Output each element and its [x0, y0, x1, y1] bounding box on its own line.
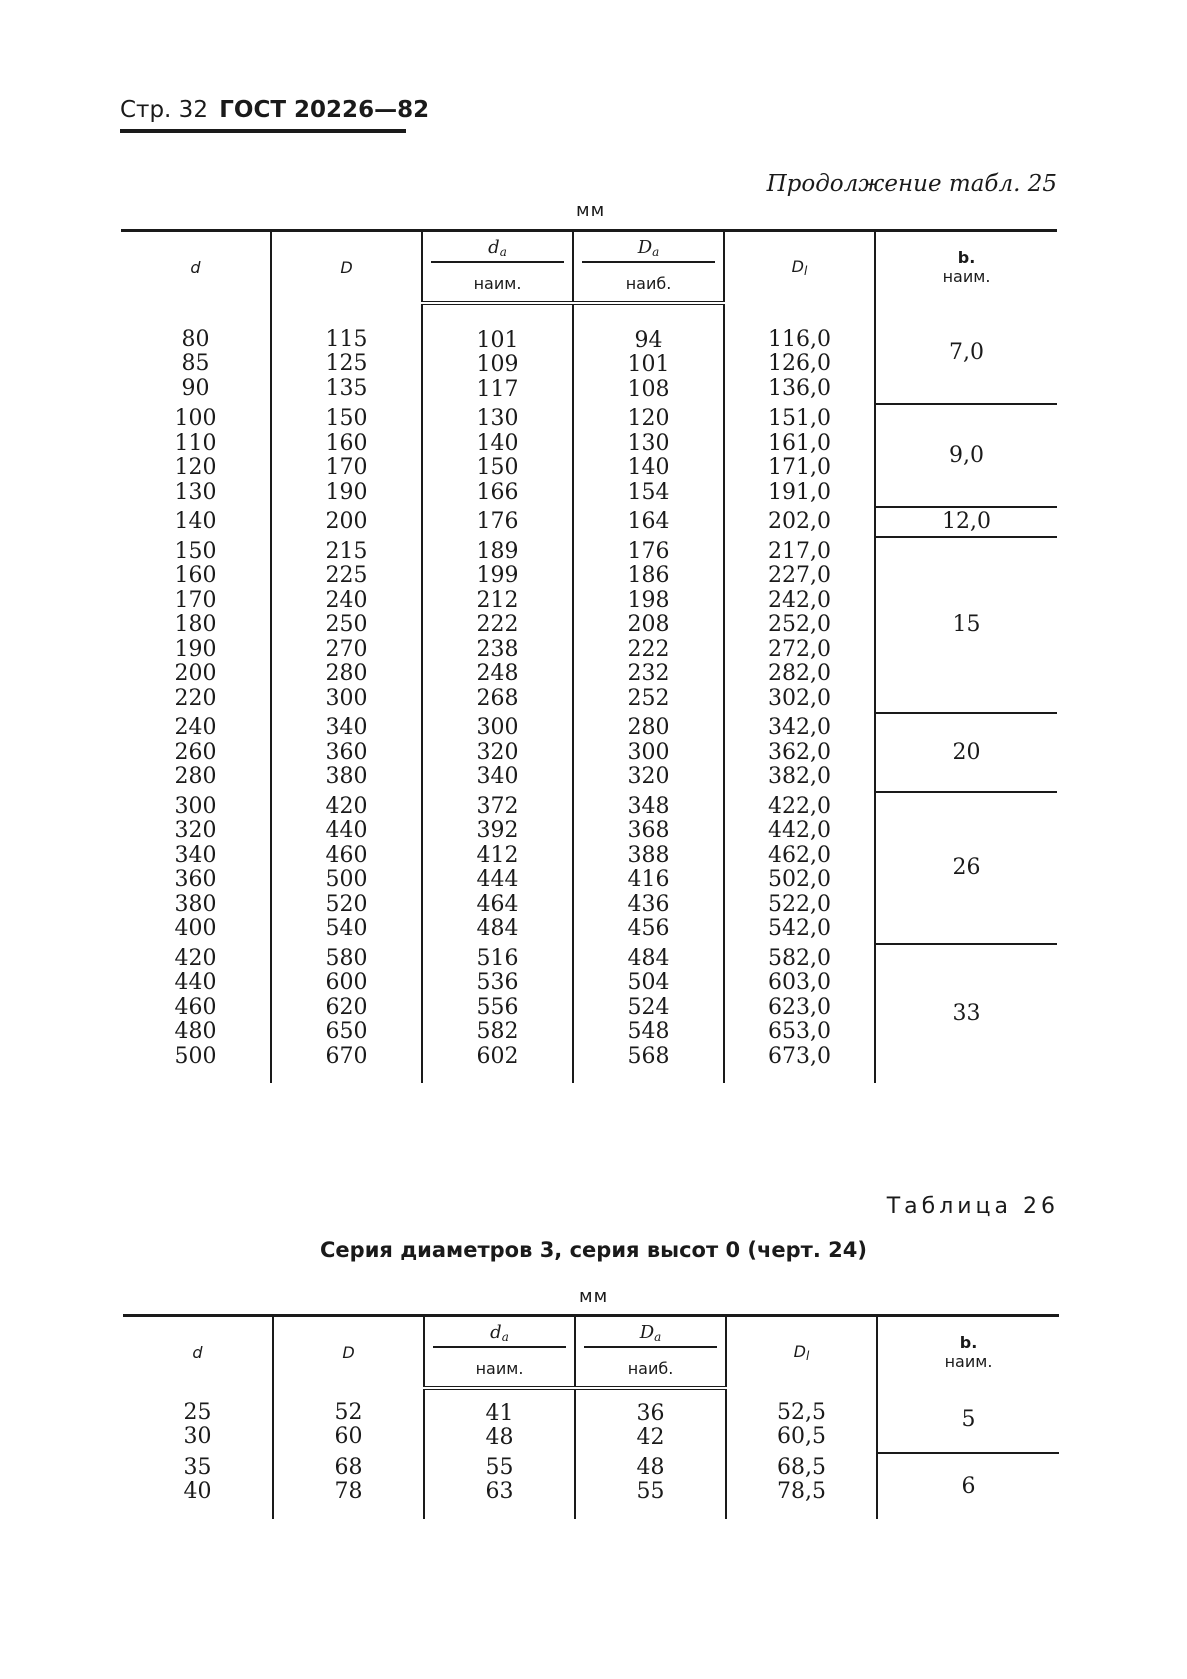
table-cell-column	[271, 713, 422, 792]
col-Da-qualifier: наиб.	[573, 267, 724, 303]
table-cell-column	[271, 537, 422, 714]
table-cell: 150	[325, 406, 368, 431]
table-cell: 582,0	[768, 945, 831, 971]
table-cell: 342,0	[768, 715, 831, 740]
table-cell: 300	[174, 793, 217, 819]
table-cell: 126,0	[768, 351, 831, 376]
table-cell: 582	[476, 1019, 519, 1044]
table26-body	[123, 1388, 1059, 1519]
table-cell: 300	[476, 715, 519, 740]
table25-body	[121, 303, 1057, 1084]
b-value-cell: 12,0	[875, 507, 1057, 537]
table-cell: 225	[325, 563, 368, 588]
table-cell: 272,0	[768, 636, 831, 662]
table-cell: 382,0	[768, 764, 831, 789]
table-cell-column	[121, 537, 271, 714]
table-cell: 110	[174, 430, 217, 456]
table-cell-column	[271, 944, 422, 1084]
table-cell: 130	[627, 430, 670, 456]
table-cell: 227,0	[768, 563, 831, 588]
col-Da-qualifier: наиб.	[575, 1352, 726, 1388]
table-cell: 653,0	[768, 1019, 831, 1044]
table-cell: 603,0	[768, 970, 831, 995]
table25-caption: Продолжение табл. 25	[766, 171, 1057, 197]
table-cell: 522,0	[768, 891, 831, 917]
table-cell: 90	[181, 375, 210, 401]
table-cell: 30	[183, 1424, 212, 1449]
col-da-qualifier: наим.	[422, 267, 573, 303]
table-cell: 542,0	[768, 916, 831, 941]
table-cell: 176	[627, 538, 670, 564]
table-cell: 360	[174, 867, 217, 892]
table-cell: 176	[476, 509, 519, 534]
table-cell: 520	[325, 891, 368, 917]
table-cell: 620	[325, 994, 368, 1020]
col-D-header: D	[271, 231, 422, 303]
table-cell: 260	[174, 739, 217, 765]
table-cell: 240	[325, 587, 368, 613]
table-cell: 460	[174, 994, 217, 1020]
table-cell-column	[121, 713, 271, 792]
table-cell: 320	[476, 739, 519, 765]
table-cell: 164	[627, 509, 670, 534]
table-cell: 484	[476, 916, 519, 941]
table-cell: 101	[627, 352, 670, 377]
table-cell: 109	[476, 352, 519, 377]
table-cell: 600	[325, 970, 368, 995]
table-cell: 280	[627, 715, 670, 740]
table-cell: 25	[183, 1399, 212, 1425]
table-cell: 170	[325, 455, 368, 480]
table-cell: 42	[636, 1425, 665, 1450]
table-cell: 80	[181, 326, 210, 352]
table-cell: 108	[627, 376, 670, 402]
table-cell: 548	[627, 1019, 670, 1044]
table-cell-column	[422, 792, 573, 944]
table-cell: 160	[325, 430, 368, 456]
b-value-cell: 9,0	[875, 404, 1057, 507]
table-cell-column	[724, 537, 875, 714]
table-row-group	[123, 1453, 1059, 1519]
table-row-group	[121, 713, 1057, 792]
table-cell: 670	[325, 1043, 368, 1069]
table-cell-column	[726, 1388, 877, 1453]
table-row-group	[121, 303, 1057, 405]
table-cell: 100	[174, 406, 217, 431]
table-cell: 130	[174, 479, 217, 505]
table-cell: 536	[476, 970, 519, 995]
standard-number: ГОСТ 20226—82	[219, 97, 430, 123]
table-cell: 442,0	[768, 818, 831, 843]
table-cell: 440	[174, 970, 217, 995]
table-cell: 282,0	[768, 661, 831, 686]
table-cell: 420	[325, 793, 368, 819]
table-cell: 422,0	[768, 793, 831, 819]
table-cell: 420	[174, 945, 217, 971]
table-cell-column	[422, 507, 573, 537]
table-cell-column	[573, 303, 724, 405]
table-cell: 524	[627, 994, 670, 1020]
table-cell-column	[724, 792, 875, 944]
table-cell: 186	[627, 563, 670, 588]
col-b-header: b. наим.	[877, 1316, 1059, 1388]
table-cell: 248	[476, 661, 519, 686]
table-cell: 368	[627, 818, 670, 843]
table-cell: 500	[325, 867, 368, 892]
page-header	[120, 97, 430, 133]
table-cell: 78,5	[777, 1479, 826, 1504]
table-cell: 78	[334, 1479, 363, 1504]
table-cell: 242,0	[768, 587, 831, 613]
table-cell: 116,0	[768, 326, 831, 352]
table-cell: 480	[174, 1019, 217, 1044]
table-cell: 120	[174, 455, 217, 480]
table-cell-column	[271, 792, 422, 944]
table-cell-column	[724, 507, 875, 537]
table-cell-column	[271, 404, 422, 507]
table-cell: 320	[627, 764, 670, 789]
table-25	[121, 229, 1057, 1083]
table-row-group	[123, 1388, 1059, 1453]
table-cell: 154	[627, 479, 670, 505]
table-cell: 252	[627, 685, 670, 711]
table-cell: 170	[174, 587, 217, 613]
table-cell: 380	[325, 764, 368, 789]
table-cell: 130	[476, 406, 519, 431]
table-cell: 462,0	[768, 842, 831, 868]
table-cell-column	[573, 507, 724, 537]
b-value-cell: 15	[875, 537, 1057, 714]
b-value-cell: 20	[875, 713, 1057, 792]
table-cell: 436	[627, 891, 670, 917]
table-cell: 125	[325, 351, 368, 376]
table-cell-column	[573, 404, 724, 507]
table-cell: 48	[485, 1425, 514, 1450]
table-cell: 320	[174, 818, 217, 843]
table-cell: 252,0	[768, 612, 831, 637]
table-cell: 400	[174, 916, 217, 941]
table-cell: 568	[627, 1043, 670, 1069]
table25-unit: мм	[576, 200, 606, 221]
table-cell-column	[575, 1388, 726, 1453]
table-cell: 540	[325, 916, 368, 941]
table-cell: 94	[634, 327, 663, 353]
b-value-cell: 26	[875, 792, 1057, 944]
col-Dl-header: $D_l$	[726, 1316, 877, 1388]
table-cell: 208	[627, 612, 670, 637]
table-cell: 444	[476, 867, 519, 892]
table-cell: 556	[476, 994, 519, 1020]
table-cell-column	[573, 537, 724, 714]
col-D-header: D	[273, 1316, 424, 1388]
table-cell-column	[422, 713, 573, 792]
table-cell: 55	[636, 1479, 665, 1504]
col-da-header: $d_a$	[422, 231, 573, 267]
table-cell: 189	[476, 538, 519, 564]
table26-unit: мм	[579, 1286, 609, 1307]
table-cell-column	[121, 507, 271, 537]
table-cell: 120	[627, 406, 670, 431]
table-row-group	[121, 507, 1057, 537]
table-cell: 40	[183, 1479, 212, 1504]
table-cell: 460	[325, 842, 368, 868]
table-cell-column	[573, 792, 724, 944]
table-cell: 302,0	[768, 685, 831, 711]
table-cell: 300	[627, 739, 670, 765]
table-cell: 388	[627, 842, 670, 868]
table-cell: 198	[627, 587, 670, 613]
table-cell: 362,0	[768, 739, 831, 765]
col-d-header: d	[123, 1316, 273, 1388]
table-cell-column	[573, 713, 724, 792]
table-cell: 456	[627, 916, 670, 941]
table-cell: 222	[627, 636, 670, 662]
table-cell: 52	[334, 1399, 363, 1425]
table-cell: 673,0	[768, 1043, 831, 1069]
table-cell: 68	[334, 1454, 363, 1480]
table-cell-column	[271, 507, 422, 537]
table-cell: 199	[476, 563, 519, 588]
table-cell: 215	[325, 538, 368, 564]
table-cell: 115	[325, 326, 368, 352]
table-cell-column	[422, 404, 573, 507]
table-cell: 135	[325, 375, 368, 401]
table-cell: 580	[325, 945, 368, 971]
table-cell: 180	[174, 612, 217, 637]
col-Da-header: $D_a$	[573, 231, 724, 267]
col-da-header: $d_a$	[424, 1316, 575, 1352]
table-cell-column	[726, 1453, 877, 1519]
table-cell: 504	[627, 970, 670, 995]
table-cell-column	[121, 303, 271, 405]
table-cell: 55	[485, 1454, 514, 1480]
b-value-cell: 33	[875, 944, 1057, 1084]
table-cell: 35	[183, 1454, 212, 1480]
table-cell: 60	[334, 1424, 363, 1449]
table-cell: 212	[476, 587, 519, 613]
table-cell: 623,0	[768, 994, 831, 1020]
b-value-cell: 6	[877, 1453, 1059, 1519]
table-cell: 222	[476, 612, 519, 637]
table-cell: 372	[476, 793, 519, 819]
table-cell-column	[422, 303, 573, 405]
table-cell: 68,5	[777, 1454, 826, 1480]
table-cell: 171,0	[768, 455, 831, 480]
table-cell-column	[724, 713, 875, 792]
table-cell-column	[121, 792, 271, 944]
table-cell: 280	[174, 764, 217, 789]
table-cell: 340	[174, 842, 217, 868]
table-cell: 238	[476, 636, 519, 662]
table-cell: 464	[476, 891, 519, 917]
table-cell: 52,5	[777, 1399, 826, 1425]
table-row-group	[121, 404, 1057, 507]
table-cell: 140	[174, 509, 217, 534]
table-cell: 191,0	[768, 479, 831, 505]
table-cell: 200	[174, 661, 217, 686]
table-cell-column	[724, 944, 875, 1084]
table-cell: 412	[476, 842, 519, 868]
table-26	[123, 1314, 1059, 1519]
table-cell: 190	[174, 636, 217, 662]
b-value-cell: 7,0	[949, 340, 984, 366]
table-cell: 166	[476, 479, 519, 505]
table-cell-column	[121, 944, 271, 1084]
col-d-header: d	[121, 231, 271, 303]
table-cell: 41	[485, 1400, 514, 1426]
table-cell: 140	[476, 430, 519, 456]
table-cell: 270	[325, 636, 368, 662]
table-cell-column	[724, 404, 875, 507]
table-cell: 160	[174, 563, 217, 588]
table-cell-column	[422, 944, 573, 1084]
table-cell: 440	[325, 818, 368, 843]
table-cell: 63	[485, 1479, 514, 1504]
table-cell: 190	[325, 479, 368, 505]
table-cell: 161,0	[768, 430, 831, 456]
table-cell: 380	[174, 891, 217, 917]
table-cell: 140	[627, 455, 670, 480]
table-cell: 202,0	[768, 509, 831, 534]
table26-subtitle: Серия диаметров 3, серия высот 0 (черт. 24)	[320, 1238, 867, 1262]
table-cell: 268	[476, 685, 519, 711]
table-cell: 416	[627, 867, 670, 892]
table-cell: 360	[325, 739, 368, 765]
table-cell-column	[424, 1388, 575, 1453]
table-cell: 650	[325, 1019, 368, 1044]
table-cell: 348	[627, 793, 670, 819]
table-cell: 150	[174, 538, 217, 564]
table-cell: 36	[636, 1400, 665, 1426]
table-cell: 500	[174, 1043, 217, 1069]
page-number: Стр. 32	[120, 97, 208, 123]
col-b-header: b. наим.	[875, 231, 1057, 303]
table-cell-column	[121, 404, 271, 507]
table-cell: 117	[476, 376, 519, 402]
table-cell: 85	[181, 351, 210, 376]
table-cell: 484	[627, 945, 670, 971]
table-cell: 340	[325, 715, 368, 740]
table-row-group	[121, 537, 1057, 714]
table-cell-column	[575, 1453, 726, 1519]
table-cell-column	[273, 1388, 424, 1453]
table-cell: 60,5	[777, 1424, 826, 1449]
col-da-qualifier: наим.	[424, 1352, 575, 1388]
table-cell-column	[273, 1453, 424, 1519]
table-cell-column	[573, 944, 724, 1084]
table-cell: 250	[325, 612, 368, 637]
table-cell: 220	[174, 685, 217, 711]
table-cell: 217,0	[768, 538, 831, 564]
table-row-group	[121, 792, 1057, 944]
table-cell: 280	[325, 661, 368, 686]
table-cell: 516	[476, 945, 519, 971]
table-cell: 151,0	[768, 406, 831, 431]
table-cell-column	[424, 1453, 575, 1519]
table-cell: 602	[476, 1043, 519, 1069]
col-Da-header: $D_a$	[575, 1316, 726, 1352]
table26-title: Таблица 26	[886, 1194, 1059, 1219]
table-cell: 101	[476, 327, 519, 353]
table-cell: 502,0	[768, 867, 831, 892]
table-cell: 240	[174, 715, 217, 740]
table-cell: 232	[627, 661, 670, 686]
table-cell: 300	[325, 685, 368, 711]
table-cell-column	[123, 1388, 273, 1453]
table-cell: 200	[325, 509, 368, 534]
table-row-group	[121, 944, 1057, 1084]
b-value-cell: 5	[961, 1407, 976, 1432]
table-cell: 136,0	[768, 375, 831, 401]
table-cell-column	[123, 1453, 273, 1519]
table-cell: 150	[476, 455, 519, 480]
table-cell-column	[724, 303, 875, 405]
table-cell-column	[422, 537, 573, 714]
table-cell: 48	[636, 1454, 665, 1480]
table-cell: 340	[476, 764, 519, 789]
col-Dl-header: $D_l$	[724, 231, 875, 303]
table-cell: 392	[476, 818, 519, 843]
table-cell-column	[271, 303, 422, 405]
